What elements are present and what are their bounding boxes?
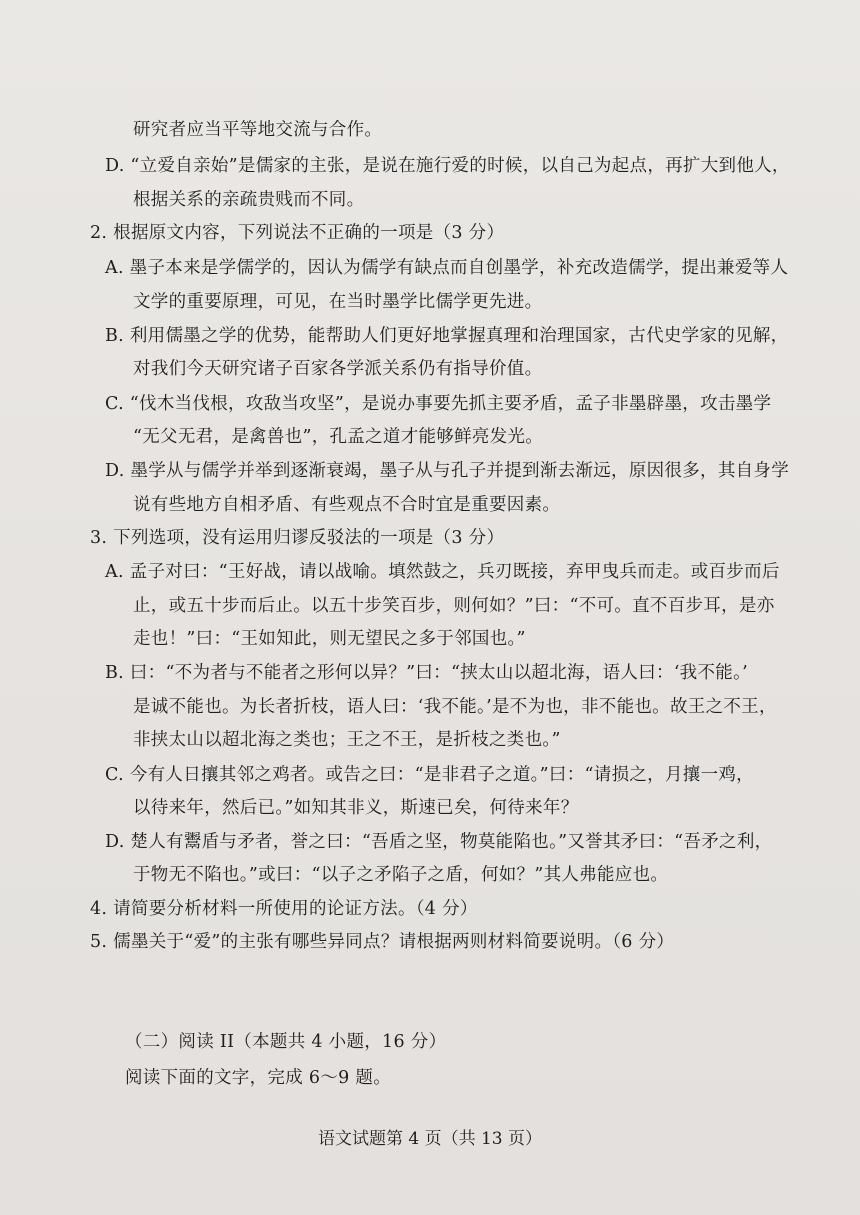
question-line: 2. 根据原文内容，下列说法不正确的一项是（3 分） bbox=[90, 223, 505, 243]
continuation-line: 以待来年，然后已。”如知其非义，斯速已矣，何待来年？ bbox=[133, 798, 579, 818]
option-line: B. 曰：“不为者与不能者之形何以异？”曰：“挟太山以超北海，语人曰：‘我不能。’ bbox=[105, 663, 748, 683]
option-line: D. “立爱自亲始”是儒家的主张，是说在施行爱的时候，以自己为起点，再扩大到他人， bbox=[105, 156, 790, 176]
question-line: 3. 下列选项，没有运用归谬反驳法的一项是（3 分） bbox=[90, 528, 505, 548]
continuation-line: 非挟太山以超北海之类也；王之不王，是折枝之类也。” bbox=[133, 730, 561, 750]
section-heading: （二）阅读 II（本题共 4 小题，16 分） bbox=[125, 1032, 447, 1052]
continuation-line: 于物无不陷也。”或曰：“以子之矛陷子之盾，何如？”其人弗能应也。 bbox=[133, 865, 669, 885]
continuation-line: 对我们今天研究诸子百家各学派关系仍有指导价值。 bbox=[133, 359, 543, 379]
continuation-line: 研究者应当平等地交流与合作。 bbox=[133, 120, 383, 140]
continuation-line: “无父无君，是禽兽也”，孔孟之道才能够鲜亮发光。 bbox=[133, 427, 544, 447]
option-line: C. “伐木当伐根，攻敌当攻坚”，是说办事要先抓主要矛盾，孟子非墨辟墨，攻击墨学 bbox=[105, 394, 772, 414]
option-line: A. 孟子对曰：“王好战，请以战喻。填然鼓之，兵刃既接，弃甲曳兵而走。或百步而后 bbox=[105, 562, 780, 582]
option-line: A. 墨子本来是学儒学的，因认为儒学有缺点而自创墨学，补充改造儒学，提出兼爱等人 bbox=[105, 258, 789, 278]
page-footer: 语文试题第 4 页（共 13 页） bbox=[317, 1129, 543, 1149]
question-line: 4. 请简要分析材料一所使用的论证方法。（4 分） bbox=[90, 899, 478, 919]
continuation-line: 文学的重要原理，可见，在当时墨学比儒学更先进。 bbox=[133, 292, 543, 312]
option-line: B. 利用儒墨之学的优势，能帮助人们更好地掌握真理和治理国家，古代史学家的见解， bbox=[105, 326, 789, 346]
question-line: 5. 儒墨关于“爱”的主张有哪些异同点？请根据两则材料简要说明。（6 分） bbox=[90, 932, 675, 952]
instruction-line: 阅读下面的文字，完成 6～9 题。 bbox=[125, 1068, 391, 1088]
continuation-line: 是诚不能也。为长者折枝，语人曰：‘我不能。’是不为也，非不能也。故王之不王， bbox=[133, 697, 777, 717]
continuation-line: 说有些地方自相矛盾、有些观点不合时宜是重要因素。 bbox=[133, 495, 561, 515]
option-line: D. 墨学从与儒学并举到逐渐衰竭，墨子从与孔子并提到渐去渐远，原因很多，其自身学 bbox=[105, 461, 790, 481]
continuation-line: 止，或五十步而后止。以五十步笑百步，则何如？”曰：“不可。直不百步耳，是亦 bbox=[133, 596, 775, 616]
continuation-line: 根据关系的亲疏贵贱而不同。 bbox=[133, 190, 365, 210]
continuation-line: 走也！”曰：“王如知此，则无望民之多于邻国也。” bbox=[133, 629, 526, 649]
option-line: D. 楚人有鬻盾与矛者，誉之曰：“吾盾之坚，物莫能陷也。”又誉其矛曰：“吾矛之利， bbox=[105, 832, 773, 852]
option-line: C. 今有人日攘其邻之鸡者。或告之曰：“是非君子之道。”曰：“请损之，月攘一鸡， bbox=[105, 765, 754, 785]
